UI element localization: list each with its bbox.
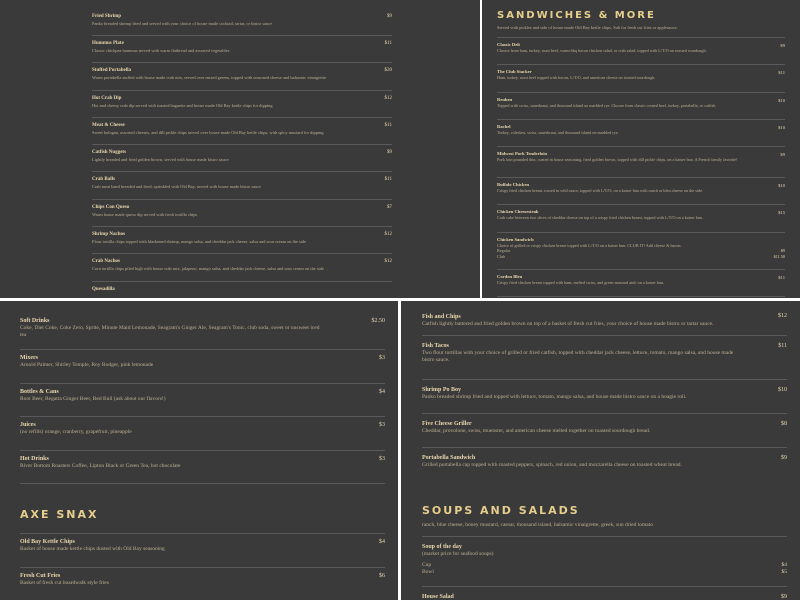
- option-label: Cup: [422, 562, 432, 568]
- item-desc: Crispy fried chicken breast, tossed in wild sauce, topped with L/T/O, on a kaiser bun with ranch or bleu cheese on the side.: [497, 188, 704, 194]
- entrees-panel: [401, 301, 800, 600]
- item-name: Mixers: [20, 355, 38, 361]
- item-price: $12: [384, 259, 392, 265]
- option-label: Bowl: [422, 568, 434, 575]
- menu-item: [497, 38, 785, 65]
- item-name: Midwest Pork Tenderloin: [497, 151, 548, 157]
- section-description: Served with pickles and side of house made Old Bay kettle chips. Sub for fresh cut fries or applesauce.: [497, 25, 785, 38]
- item-name: Catfish Nuggets: [92, 150, 127, 156]
- item-price: $12: [384, 232, 392, 238]
- item-desc: Flour tortilla chips topped with blackened shrimp, mango salsa, and cheddar jack cheese, salsa and sour cream on the side: [92, 239, 307, 245]
- item-desc: Panko breaded shrimp fried and served with your choice of house made cocktail, tartar, or bistro sauce: [92, 21, 273, 26]
- item-price: $2.50: [371, 318, 385, 324]
- item-desc: Pork loin pounded thin, coated in house seasoning, fried golden brown, topped with dill pickle chips, on a kaiser bun. A French family favorite!: [497, 157, 738, 163]
- item-name: Chicken Sandwich: [497, 236, 534, 242]
- section-title: SANDWICHES & MORE: [497, 10, 656, 21]
- item-price: $3: [379, 355, 385, 361]
- item-price: $10: [778, 387, 787, 393]
- menu-item: [92, 0, 392, 36]
- item-name: Juices: [20, 422, 36, 428]
- item-name: Hummus Plate: [92, 41, 124, 46]
- menu-item: [92, 227, 392, 254]
- menu-item: [422, 537, 787, 587]
- option-row: [497, 254, 785, 260]
- item-price: $9: [387, 14, 392, 19]
- item-desc: Choice of grilled or crispy chicken breast topped with L/T/O on a kaiser bun. CLUB IT! Add cheese & bacon.: [497, 242, 682, 248]
- item-name: Shrimp Nachos: [92, 232, 125, 238]
- menu-item: [92, 282, 392, 298]
- option-price: $9: [780, 248, 785, 254]
- menu-item: [497, 65, 785, 92]
- item-price: $11: [384, 177, 392, 183]
- item-name: Rachel: [497, 123, 511, 129]
- item-price: $7: [387, 204, 392, 210]
- menu-item: [20, 534, 385, 568]
- item-price: $10: [778, 97, 785, 103]
- item-name: Stuffed Portabella: [92, 68, 132, 74]
- section-title: AXE SNAX: [20, 508, 385, 534]
- item-desc: Two flour tortillas with your choice of grilled or fried catfish, topped with cheddar jack cheese, lettuce, tomato, mango salsa, and house made bistro sauce.: [422, 350, 734, 363]
- item-desc: River Bottom Roasters Coffee, Lipton Black or Green Tea, hot chocolate: [20, 462, 181, 469]
- item-desc: Grilled portabella cap topped with roasted peppers, spinach, red onion, and mozzarella cheese on toasted wheat bread.: [422, 462, 682, 468]
- option-price: $4: [781, 562, 787, 568]
- menu-item: [20, 350, 385, 384]
- item-name: Shrimp Po Boy: [422, 387, 462, 393]
- item-desc: Arnold Palmer, Shirley Temple, Roy Rodger, pink lemonade: [20, 362, 154, 368]
- item-desc: Catfish lightly battered and fried golden brown on top of a basket of fresh cut fries, your choice of house made bistro or tartar sauce.: [422, 321, 714, 327]
- item-desc: Corn tortilla chips piled high with house crab mix, jalapeno, mango salsa, and cheddar jack cheese, salsa and sour cream on the side: [92, 266, 324, 272]
- item-name: Classic Deli: [497, 42, 520, 47]
- item-desc: Topped with swiss, sauerkraut, and thousand island on marbled rye. Choose from classic corned beef, turkey, portabella, or catfish.: [497, 102, 717, 108]
- item-desc: Panko breaded shrimp fried and topped with lettuce, tomato, mango salsa, and house made bistro sauce on a hoagie roll.: [422, 394, 687, 400]
- item-price: $4: [379, 388, 385, 395]
- item-name: Fresh Cut Fries: [20, 572, 61, 579]
- item-name: Chicken Cheesesteak: [497, 209, 539, 215]
- menu-item: [92, 118, 392, 145]
- menu-item: [92, 254, 392, 281]
- item-price: $20: [384, 68, 392, 74]
- item-price: $11: [778, 70, 785, 76]
- item-name: Hot Drinks: [20, 455, 49, 462]
- item-name: Soft Drinks: [20, 318, 50, 324]
- item-price: $3: [379, 455, 385, 462]
- item-price: $11: [778, 274, 785, 280]
- item-name: Bottles & Cans: [20, 388, 59, 395]
- item-desc: Warm house made queso dip served with fresh tortilla chips: [92, 211, 198, 217]
- menu-item: [497, 178, 785, 205]
- menu-item: [497, 147, 785, 178]
- item-desc: (no refills) orange, cranberry, grapefruit, pineapple: [20, 429, 132, 435]
- item-desc: Choose from ham, turkey, roast beef, warm bbq bacon chicken salad, or crab salad, topped with L/T/O on toasted sourdough.: [497, 48, 707, 53]
- item-desc: Sweet bologna, assorted cheeses, and dill pickle chips served over house made Old Bay kettle chips, with spicy mustard for dipping: [92, 129, 324, 135]
- item-price: $10: [778, 124, 785, 130]
- item-name: Fish and Chips: [422, 314, 461, 320]
- item-name: House Salad: [422, 594, 454, 600]
- item-desc: Classic chickpea hummus served with warm flatbread and assorted vegetables: [92, 48, 230, 53]
- menu-item: [497, 233, 785, 270]
- menu-item: [497, 270, 785, 297]
- menu-item: [92, 200, 392, 227]
- section-title: SOUPS AND SALADS: [422, 504, 580, 517]
- item-name: The Club Stacker: [497, 69, 532, 75]
- item-price: $4: [379, 539, 385, 545]
- item-name: Reuben: [497, 96, 513, 102]
- item-price: $8: [781, 421, 787, 427]
- item-desc: Crab cake between two slices of cheddar cheese on top of a crispy fried chicken breast, topped with L/T/O on a kaiser bun.: [497, 215, 704, 221]
- option-label: Regular: [497, 248, 511, 254]
- item-name: Soup of the day: [422, 544, 462, 550]
- item-desc: Turkey, coleslaw, swiss, sauerkraut, and thousand island on marbled rye.: [497, 129, 619, 135]
- option-row: [422, 569, 787, 576]
- menu-item: [422, 587, 787, 600]
- appetizer-list: [92, 0, 392, 298]
- item-desc: Warm portabella stuffed with house made crab mix, served over mixed greens, topped with seasoned cheese and balsamic vinaigrette: [92, 75, 326, 81]
- item-price: $9: [781, 594, 787, 600]
- menu-item: [422, 414, 787, 448]
- item-price: $11: [384, 41, 392, 46]
- menu-item: [92, 36, 392, 63]
- item-desc: Hot and cheesy crab dip served with toasted baguette and house made Old Bay kettle chips for dipping: [92, 102, 273, 108]
- item-name: Fried Shrimp: [92, 14, 122, 19]
- item-price: $9: [387, 150, 392, 156]
- item-price: $12: [778, 313, 787, 319]
- item-price: $9: [780, 152, 785, 158]
- menu-item: [20, 384, 385, 418]
- menu-item: [20, 301, 385, 350]
- item-desc: Root Beer, Regatta Ginger Beer, Red Bull (ask about our flavors!): [20, 395, 166, 402]
- item-name: Old Bay Kettle Chips: [20, 539, 75, 545]
- item-price: $15: [778, 210, 785, 216]
- menu-item: [422, 380, 787, 414]
- item-desc: Basket of fresh cut boardwalk style fries: [20, 579, 109, 586]
- menu-item: [422, 336, 787, 380]
- item-name: Crab Balls: [92, 177, 115, 183]
- menu-item: [92, 91, 392, 118]
- item-name: Quesadilla: [92, 286, 115, 292]
- item-price: $3: [379, 422, 385, 428]
- item-name: Cordon Bleu: [497, 273, 523, 279]
- menu-item: [20, 417, 385, 451]
- section-description: ranch, blue cheese, honey mustard, caesar, thousand island, balsamic vinaigrette, greek, sun dried tomato: [422, 522, 787, 537]
- item-price: $12: [384, 95, 392, 101]
- menu-item: [497, 93, 785, 120]
- item-desc: Basket of house made kettle chips dusted with Old Bay seasoning: [20, 546, 165, 552]
- item-name: Crab Nachos: [92, 259, 120, 265]
- item-desc: Crispy fried chicken breast topped with ham, melted swiss, and green mustard aioli on a kaiser bun.: [497, 279, 665, 285]
- menu-item: [92, 63, 392, 90]
- item-name: Fish Tacos: [422, 343, 449, 349]
- item-desc: Ham, turkey, roast beef topped with bacon, L/T/O, and american cheese on toasted sourdough.: [497, 75, 656, 81]
- menu-item: [92, 172, 392, 199]
- option-price: $5: [781, 568, 787, 575]
- menu-item: [497, 120, 785, 147]
- item-name: Chips Con Queso: [92, 204, 130, 210]
- item-name: Hot Crab Dip: [92, 95, 122, 101]
- menu-item: [497, 205, 785, 232]
- item-name: Five Cheese Griller: [422, 421, 472, 427]
- menu-item: [20, 568, 385, 600]
- item-name: Buffalo Chicken: [497, 182, 530, 188]
- menu-item: [422, 448, 787, 484]
- drinks-panel: [0, 301, 398, 600]
- item-price: $10: [778, 183, 785, 189]
- item-desc: Cheddar, provolone, swiss, muenster, and american cheese melted together on toasted sourdough bread.: [422, 428, 651, 434]
- menu-item: [422, 301, 787, 336]
- item-desc: (market price for seafood soups): [422, 551, 494, 557]
- sandwiches-panel: [482, 0, 800, 298]
- item-price: $11: [384, 122, 392, 128]
- option-price: $11.50: [773, 253, 785, 259]
- item-price: $11: [778, 343, 787, 349]
- option-label: Club: [497, 253, 506, 259]
- item-desc: Lightly breaded and fried golden brown, served with house made bistro sauce: [92, 157, 229, 163]
- item-desc: Coke, Diet Coke, Coke Zero, Sprite, Minute Maid Lemonade, Seagram's Ginger Ale, Seagram's Tonic, club soda, sweet or unsweet iced tea: [20, 325, 320, 338]
- menu-item: [92, 145, 392, 172]
- menu-item: [20, 451, 385, 485]
- item-name: Meat & Cheese: [92, 122, 125, 128]
- appetizers-panel: [0, 0, 480, 298]
- item-price: $9: [780, 43, 785, 48]
- item-price: $6: [379, 572, 385, 579]
- item-desc: Crab meat hand breaded and fried, sprinkled with Old Bay, served with house made bistro sauce: [92, 184, 262, 190]
- item-price: $9: [781, 455, 787, 461]
- item-name: Portabella Sandwich: [422, 455, 476, 461]
